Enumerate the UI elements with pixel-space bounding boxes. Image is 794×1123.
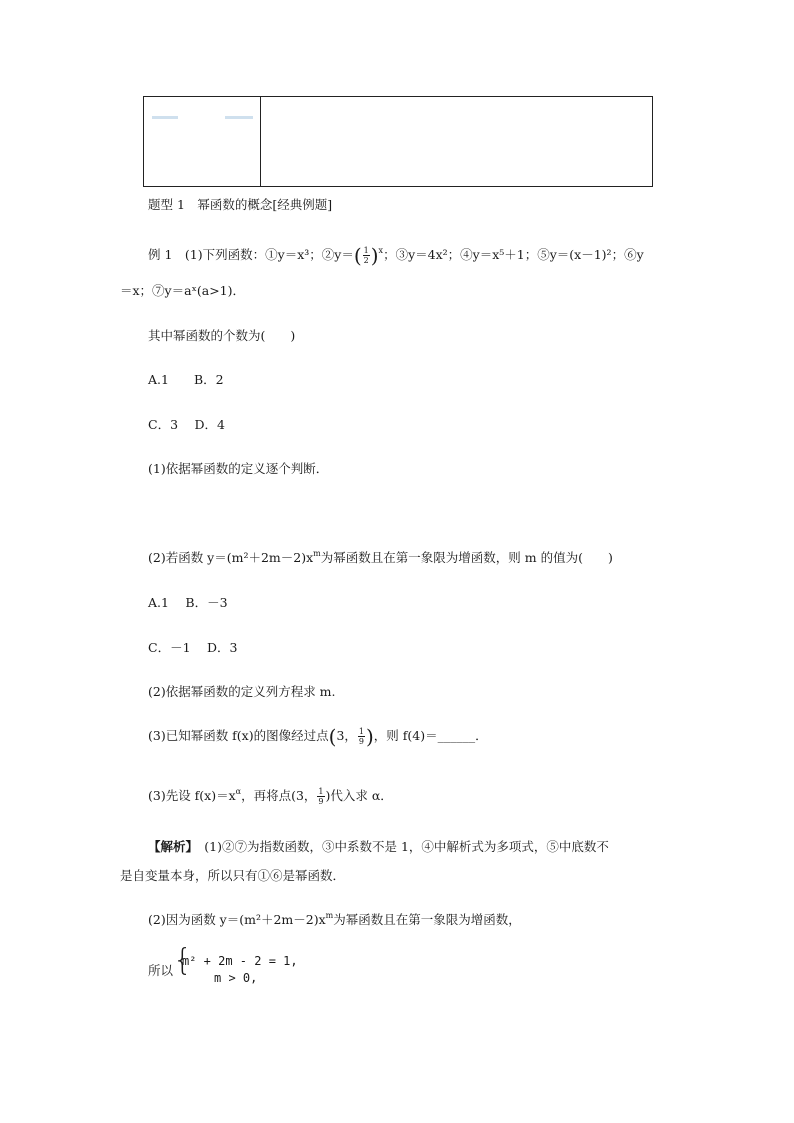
faint-mark-left <box>152 116 178 119</box>
table-divider <box>260 97 261 186</box>
q2-text-b: 为幂函数且在第一象限为增函数，则 m 的值为( ) <box>320 550 613 565</box>
hint-2: (2)依据幂函数的定义列方程求 m. <box>148 684 336 699</box>
analysis2-text-b: 为幂函数且在第一象限为增函数， <box>333 912 521 927</box>
q3-text-b: ，则 f(4)＝______． <box>373 728 488 743</box>
example1-line2: ＝x；⑦y＝aˣ(a>1)． <box>120 283 245 298</box>
q3-point-x: 3， <box>336 728 357 743</box>
hint3-text-a: (3)先设 f(x)＝x <box>148 788 236 803</box>
func-2: ②y＝ <box>321 247 354 262</box>
q3-text-a: (3)已知幂函数 f(x)的图像经过点 <box>148 728 329 743</box>
system-label: 所以 <box>148 963 174 978</box>
analysis-line2: 是自变量本身，所以只有①⑥是幂函数． <box>120 868 346 883</box>
func-6-start: ⑥y <box>624 247 644 262</box>
paren-close: ) <box>365 724 374 749</box>
hint3-text-b: ，再将点(3， <box>241 788 317 803</box>
analysis2-exponent: m <box>325 911 334 920</box>
q2-options-cd: C．－1 D．3 <box>148 640 238 655</box>
fraction-one-ninth: $\frac{1}{9}$ <box>318 787 324 806</box>
hint3-exponent: α <box>235 787 242 796</box>
fraction-one-ninth: $\frac{1}{9}$ <box>358 727 364 746</box>
q1-options-cd: C．3 D．4 <box>148 417 225 432</box>
q1-prompt: 其中幂函数的个数为( ) <box>148 328 296 343</box>
hint3-text-c: )代入求 α． <box>325 788 393 803</box>
analysis-label: 【解析】 <box>148 839 192 854</box>
section-heading: 题型 1 幂函数的概念[经典例题] <box>148 197 333 212</box>
hint-1: (1)依据幂函数的定义逐个判断． <box>148 461 329 476</box>
analysis2-line <box>148 910 521 928</box>
paren-close: ) <box>370 243 379 268</box>
equation-system <box>148 943 348 990</box>
func-3: ③y＝4x²； <box>395 247 461 262</box>
func-2-exponent: x <box>378 246 384 255</box>
example1-line1 <box>148 245 644 266</box>
func-2-end: ； <box>383 247 396 262</box>
q2-options-ab: A.1 B．－3 <box>148 595 228 610</box>
system-eq-2: m > 0, <box>214 971 258 985</box>
q2-text-a: (2)若函数 y＝(m²＋2m－2)x <box>148 550 314 565</box>
faint-mark-right <box>225 116 253 119</box>
analysis2-text-a: (2)因为函数 y＝(m²＋2m－2)x <box>148 912 326 927</box>
paren-open: ( <box>353 243 362 268</box>
func-5: ⑤y＝(x－1)²； <box>537 247 625 262</box>
table-box <box>143 96 653 187</box>
system-eq-1: m² + 2m - 2 = 1, <box>182 954 298 968</box>
q3-line <box>148 726 488 747</box>
analysis-text-1: (1)②⑦为指数函数，③中系数不是 1，④中解析式为多项式，⑤中底数不 <box>191 839 609 854</box>
q2-line <box>148 548 613 566</box>
func-4: ④y＝x⁵＋1； <box>460 247 538 262</box>
left-brace: { <box>173 943 193 978</box>
example1-intro: 例 1 (1)下列函数： <box>148 247 266 262</box>
paren-open: ( <box>328 724 337 749</box>
q1-options-ab: A.1 B．2 <box>148 372 224 387</box>
hint-3 <box>148 786 393 806</box>
fraction-one-half: $\frac{1}{2}$ <box>363 246 369 265</box>
q2-exponent: m <box>313 549 321 558</box>
analysis-line1 <box>148 837 609 855</box>
func-1: ①y＝x³； <box>265 247 322 262</box>
